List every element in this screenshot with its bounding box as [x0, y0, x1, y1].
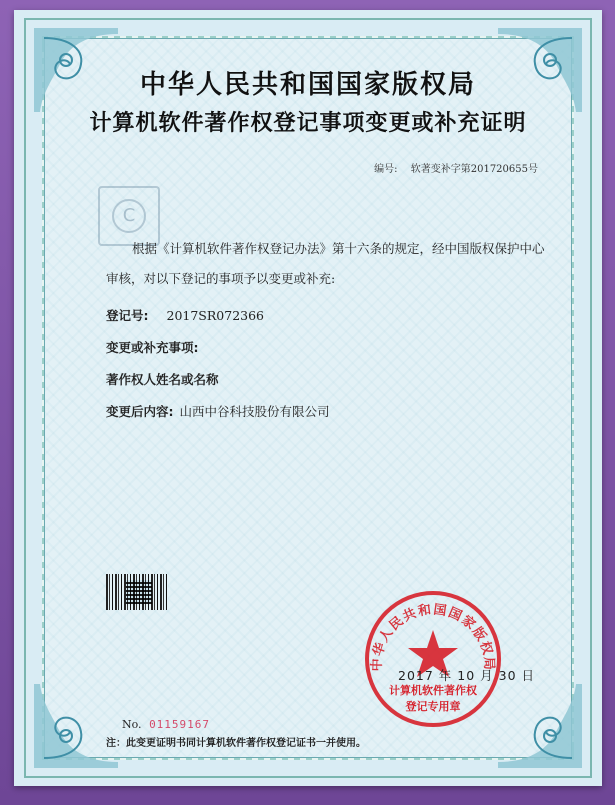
seal-ring-text: 中华人民共和国国家版权局 [369, 602, 497, 672]
seal-line1: 计算机软件著作权 [389, 684, 477, 697]
certificate [14, 10, 602, 786]
serial-number [122, 718, 210, 731]
change-items-label: 变更或补充事项: [106, 340, 199, 355]
after-change-row [106, 402, 330, 420]
certificate-title: 计算机软件著作权登记事项变更或补充证明 [89, 111, 527, 136]
corner-ornament-icon [30, 680, 122, 772]
issue-date: 2017 年 10 月 30 日 [398, 668, 535, 683]
issuer-title: 中华人民共和国国家版权局 [139, 70, 476, 100]
seal-line2: 登记专用章 [405, 700, 461, 713]
legal-basis-paragraph: 根据《计算机软件著作权登记办法》第十六条的规定，经中国版权保护中心审核，对以下登记的事项予以变更或补充: [106, 241, 545, 286]
certificate-number [374, 160, 538, 175]
serial-value: 01159167 [149, 718, 211, 731]
registration-row [106, 306, 264, 324]
registration-label: 登记号: [106, 308, 149, 323]
certificate-number-value: 软著变补字第201720655号 [410, 164, 538, 175]
barcode [106, 574, 168, 610]
serial-label: No. [122, 718, 142, 731]
after-change-label: 变更后内容: [106, 404, 174, 419]
copyright-symbol: C [112, 199, 146, 233]
certificate-number-label: 编号: [374, 164, 398, 175]
change-items-row [106, 338, 199, 356]
change-item: 著作权人姓名或名称 [106, 372, 219, 387]
after-change-value: 山西中谷科技股份有限公司 [179, 404, 330, 419]
change-item-row [106, 370, 219, 388]
footnote: 注：此变更证明书同计算机软件著作权登记证书一并使用。 [106, 738, 366, 749]
registration-value: 2017SR072366 [166, 308, 265, 323]
